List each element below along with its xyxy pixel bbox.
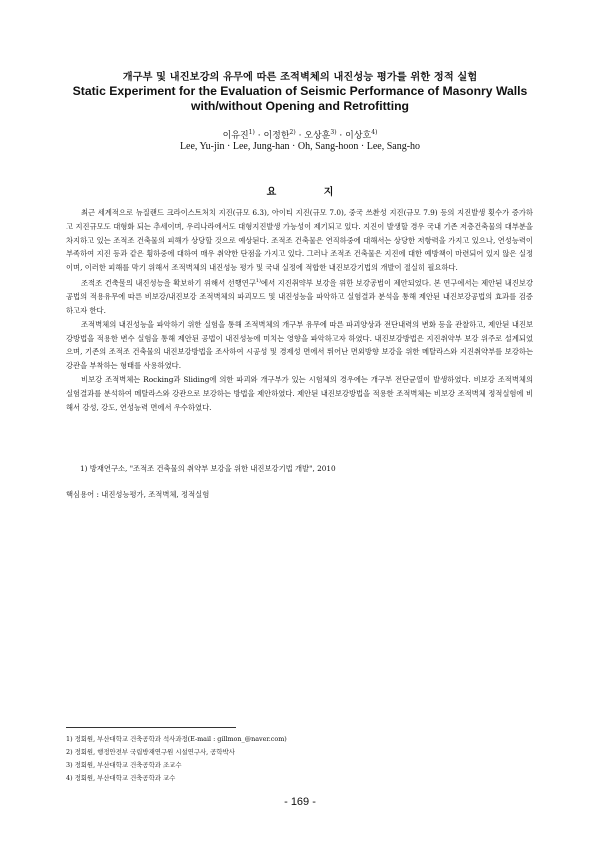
author-name: 오상훈	[304, 131, 331, 141]
author-name: 이정한	[263, 131, 290, 141]
author-separator: ·	[295, 131, 305, 141]
author-name: 이유진	[222, 131, 249, 141]
abstract-paragraph: 최근 세계적으로 뉴질랜드 크라이스트처치 지진(규모 6.3), 아이티 지진(규모 7.0), 중국 쓰촨성 지진(규모 7.9) 등의 지진발생 횟수가 증가하고 지진규모도 대형화 되는 추세이며, 우리나라에서도 대형지진발생 가능성이 제기되고 있다. 지진이 발생할 경우 국내 기존 저층건축물의 대부분을 차지하고 있는 조적조 건축물의 피해가 상당할 것으로 예상된다. 조적조 건축물은 연직하중에 대해서는 상당한 저항력을 가지고 있으나, 연성능력이 부족하여 지진 등과 같은 횡하중에 대하여 매우 취약한 단점을 가지고 있다. 그러나 조적조 건축물은 지진에 대한 예방책이 마련되어 있지 않은 실정이며, 이러한 피해를 막기 위해서 조적벽체의 내진성능 평가 및 국내 실정에 적합한 내진보강기법의 개발이 절실히 필요하다.	[66, 208, 533, 273]
author-mark: 3)	[330, 129, 337, 136]
paragraph-text: 조적조 건축물의 내진성능을 확보하기 위해서 선행연구	[81, 278, 256, 288]
author-separator: ·	[254, 131, 264, 141]
title-english-line1: Static Experiment for the Evaluation of Seismic Performance of Masonry Walls	[72, 84, 528, 98]
title-korean: 개구부 및 내진보강의 유무에 따른 조적벽체의 내진성능 평가를 위한 정적 실험	[122, 72, 478, 83]
reference-entry: 1) 방재연구소, "조적조 건축물의 취약부 보강을 위한 내진보강기법 개발", 2010	[80, 464, 336, 473]
title-english-line2: with/without Opening and Retrofitting	[191, 99, 409, 113]
authors-korean	[40, 128, 560, 141]
footnote: 4) 정회원, 부산대학교 건축공학과 교수	[66, 774, 176, 782]
paragraph-text: 에서 지진취약부 보강을 위한 보강공법이 제안되었다. 본 연구에서는 제안된 내진보강공법의 적용유무에 따른 비보강/내진보강 조적벽체의 파괴모드 및 내진성능을 파악하고 실험결과 분석을 통해 제안된 내진보강공법의 효과를 검증하고자 한다.	[66, 278, 533, 315]
author-mark: 1)	[248, 129, 255, 136]
citation-mark: 1)	[255, 277, 262, 284]
abstract-paragraph: 조적벽체의 내진성능을 파악하기 위한 실험을 통해 조적벽체의 개구부 유무에 따른 파괴양상과 전단내력의 변화 등을 관찰하고, 제안된 내진보강방법을 적용한 변수 실험을 통해 제안된 공법이 내진성능에 미치는 영향을 파악하고자 하였다. 내진보강방법은 지진취약부 보강 위주로 설계되었으며, 기존의 조적조 건축물의 내진보강방법을 조사하여 시공성 및 경제성 면에서 뛰어난 면외방향 보강을 위한 메탈라스와 지진취약부를 보강하는 강관을 부착하는 형태를 사용하였다.	[66, 319, 533, 371]
abstract-paragraph: 비보강 조적벽체는 Rocking과 Sliding에 의한 파괴와 개구부가 있는 시험체의 경우에는 개구부 전단균열이 발생하였다. 비보강 조적벽체의 실험결과를 분석하여 메탈라스와 강관으로 보강하는 방법을 제안하였다. 제안된 내진보강방법을 적용한 조적벽체는 비보강 조적벽체 정적실험에 비해서 강성, 강도, 연성능력 면에서 우수하였다.	[66, 374, 533, 412]
author-separator: ·	[336, 131, 346, 141]
keywords: 핵심용어 : 내진성능평가, 조적벽체, 정적실험	[66, 490, 210, 499]
page-number: - 169 -	[284, 796, 316, 808]
author-mark: 2)	[289, 129, 296, 136]
authors-english: Lee, Yu-jin · Lee, Jung-han · Oh, Sang-hoon · Lee, Sang-ho	[179, 141, 421, 152]
author-name: 이상호	[345, 131, 372, 141]
footnote: 3) 정회원, 부산대학교 건축공학과 조교수	[66, 761, 182, 769]
footnote: 1) 정회원, 부산대학교 건축공학과 석사과정(E-mail : gillmon_@naver.com)	[66, 735, 287, 743]
author-mark: 4)	[371, 129, 378, 136]
abstract-paragraph	[66, 275, 533, 318]
abstract-heading: 요 지	[266, 187, 356, 198]
footnote-divider	[66, 727, 236, 728]
abstract-body	[66, 206, 533, 414]
footnote: 2) 정회원, 행정안전부 국립방재연구원 시설연구사, 공학박사	[66, 748, 235, 756]
